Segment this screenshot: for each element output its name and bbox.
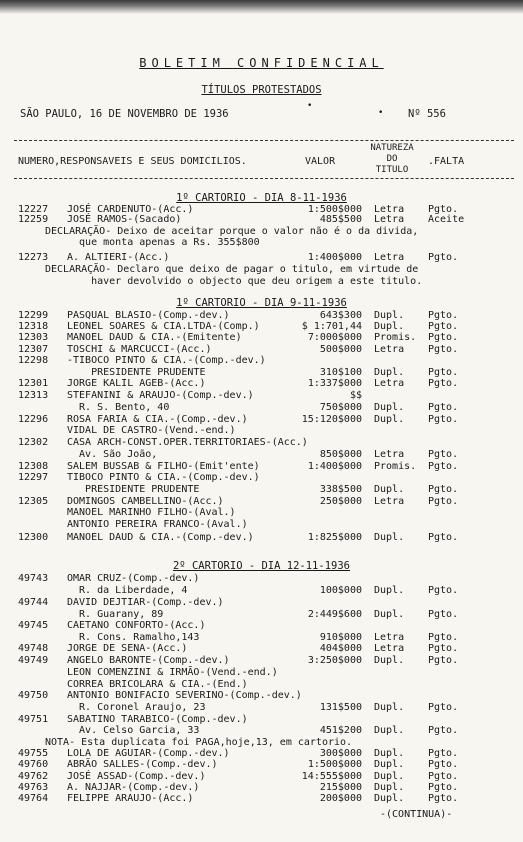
natureza-cell: Dupl. xyxy=(374,725,405,736)
section-title: 1º CARTORIO - DIA 8-11-1936 xyxy=(176,192,347,204)
table-row xyxy=(0,355,523,367)
falta-cell: Pgto. xyxy=(428,310,459,321)
natureza-cell: Dupl. xyxy=(374,609,405,620)
table-row xyxy=(0,620,523,632)
table-row xyxy=(0,597,523,609)
responsible-name: A. ALTIERI-(Acc.) xyxy=(67,252,170,263)
falta-cell: Pgto. xyxy=(428,585,459,596)
responsible-name: ABRÃO SALLES-(Comp.-dev.) xyxy=(67,759,218,770)
value-cell: 1:825$000 xyxy=(307,532,362,543)
responsible-name: CASA ARCH-CONST.OPER.TERRITORIAES-(Acc.) xyxy=(67,437,308,448)
falta-cell: Pgto. xyxy=(428,632,459,643)
table-row xyxy=(0,402,523,414)
responsible-name: PRESIDENTE PRUDENTE xyxy=(67,484,200,495)
value-cell: 643$300 xyxy=(319,310,362,321)
falta-cell: Pgto. xyxy=(428,702,459,713)
responsible-name: LEONEL SOARES & CIA.LTDA-(Comp.) xyxy=(67,321,260,332)
responsible-name: SABATINO TARABICO-(Comp.-dev.) xyxy=(67,714,248,725)
value-cell: 14:555$000 xyxy=(301,771,362,782)
continua-footer: -(CONTINUA)- xyxy=(380,809,453,820)
responsible-name: MANOEL MARINHO FILHO-(Aval.) xyxy=(67,507,236,518)
record-number: 49763 xyxy=(18,782,49,793)
record-number: 49743 xyxy=(18,573,49,584)
divider xyxy=(14,178,514,179)
responsible-name: OMAR CRUZ-(Comp.-dev.) xyxy=(67,573,200,584)
value-cell: 485$500 xyxy=(319,214,362,225)
record-number: 12307 xyxy=(18,344,49,355)
responsible-name: SALEM BUSSAB & FILHO-(Emit'ente) xyxy=(67,461,260,472)
record-number: 12227 xyxy=(18,204,49,215)
table-row xyxy=(0,643,523,655)
record-number: 12302 xyxy=(18,437,49,448)
value-cell: 310$100 xyxy=(319,367,362,378)
natureza-cell: Promis. xyxy=(374,461,417,472)
scan-edge xyxy=(0,0,523,14)
responsible-name: R. Coronel Araujo, 23 xyxy=(67,702,206,713)
table-row xyxy=(0,332,523,344)
responsible-name: CAETANO CONFORTO-(Acc.) xyxy=(67,620,206,631)
table-row xyxy=(0,702,523,714)
natureza-cell: Letra xyxy=(374,344,405,355)
value-cell: 250$000 xyxy=(319,496,362,507)
falta-cell: Pgto. xyxy=(428,484,459,495)
responsible-name: JORGE KALIL AGEB-(Acc.) xyxy=(67,378,206,389)
table-row xyxy=(0,276,523,288)
responsible-name: CORREA BRICOLARA & CIA.-(End.) xyxy=(67,679,248,690)
responsible-name: MANOEL DAUD & CIA.-(Emitente) xyxy=(67,332,242,343)
record-number: 49751 xyxy=(18,714,49,725)
falta-cell: Pgto. xyxy=(428,759,459,770)
section-title: 1º CARTORIO - DIA 9-11-1936 xyxy=(176,297,347,309)
value-cell: 100$000 xyxy=(319,585,362,596)
value-cell: 451$200 xyxy=(319,725,362,736)
value-cell: $$ xyxy=(349,390,362,401)
natureza-cell: Dupl. xyxy=(374,782,405,793)
record-number: 49764 xyxy=(18,793,49,804)
responsible-name: VIDAL DE CASTRO-(Vend.-end.) xyxy=(67,425,236,436)
responsible-name: PRESIDENTE PRUDENTE xyxy=(67,367,206,378)
value-cell: 215$000 xyxy=(319,782,362,793)
value-cell: 1:400$000 xyxy=(307,461,362,472)
falta-cell: Pgto. xyxy=(428,402,459,413)
responsible-name: DAVID DEJTIAR-(Comp.-dev.) xyxy=(67,597,224,608)
natureza-cell: Letra xyxy=(374,214,405,225)
responsible-name: FELIPPE ARAUJO-(Acc.) xyxy=(67,793,194,804)
falta-cell: Pgto. xyxy=(428,332,459,343)
value-cell: 300$000 xyxy=(319,748,362,759)
responsible-name: ANGELO BARONTE-(Comp.-dev.) xyxy=(67,655,230,666)
record-number: 12259 xyxy=(18,214,49,225)
falta-cell: Pgto. xyxy=(428,609,459,620)
natureza-cell: Dupl. xyxy=(374,402,405,413)
value-cell: 1:400$000 xyxy=(307,252,362,263)
section-heading xyxy=(0,297,523,309)
record-number: 49750 xyxy=(18,690,49,701)
responsible-name: ANTONIO PEREIRA FRANCO-(Aval.) xyxy=(67,519,248,530)
natureza-cell: Letra xyxy=(374,252,405,263)
natureza-text: NATUREZA DO TITULO xyxy=(370,143,414,175)
record-number: 49748 xyxy=(18,643,49,654)
natureza-cell: Dupl. xyxy=(374,793,405,804)
value-cell: 15:120$000 xyxy=(301,414,362,425)
natureza-cell: Dupl. xyxy=(374,655,405,666)
natureza-cell: Dupl. xyxy=(374,771,405,782)
value-cell: 338$500 xyxy=(319,484,362,495)
divider xyxy=(14,140,514,141)
falta-cell: Pgto. xyxy=(428,367,459,378)
natureza-cell: Dupl. xyxy=(374,585,405,596)
falta-cell: Pgto. xyxy=(428,748,459,759)
table-row xyxy=(0,484,523,496)
natureza-cell: Letra xyxy=(374,643,405,654)
table-row xyxy=(0,519,523,531)
value-cell: 1:337$000 xyxy=(307,378,362,389)
table-row xyxy=(0,264,523,276)
record-number: 12301 xyxy=(18,378,49,389)
document-subtitle: TÍTULOS PROTESTADOS xyxy=(201,84,322,96)
table-row xyxy=(0,573,523,585)
responsible-name: LOLA DE AGUIAR-(Comp.-dev.) xyxy=(67,748,230,759)
section-heading xyxy=(0,560,523,572)
responsible-name: Av. Celso Garcia, 33 xyxy=(67,725,200,736)
table-row xyxy=(0,378,523,390)
table-row xyxy=(0,449,523,461)
record-number: 12313 xyxy=(18,390,49,401)
responsible-name: STEFANINI & ARAUJO-(Comp.-dev.) xyxy=(67,390,254,401)
natureza-cell: Dupl. xyxy=(374,367,405,378)
natureza-cell: Letra xyxy=(374,204,405,215)
mark-dot: • xyxy=(378,108,384,118)
record-number: 49749 xyxy=(18,655,49,666)
responsible-name: R. Guarany, 89 xyxy=(67,609,164,620)
falta-cell: Pgto. xyxy=(428,461,459,472)
falta-cell: Pgto. xyxy=(428,643,459,654)
natureza-cell: Dupl. xyxy=(374,321,405,332)
falta-cell: Pgto. xyxy=(428,204,459,215)
value-cell: 131$500 xyxy=(319,702,362,713)
record-number: 49760 xyxy=(18,759,49,770)
natureza-cell: Promis. xyxy=(374,332,417,343)
falta-cell: Pgto. xyxy=(428,771,459,782)
falta-cell: Pgto. xyxy=(428,496,459,507)
record-number: 49755 xyxy=(18,748,49,759)
responsible-name: DECLARAÇÃO- Deixo de aceitar porque o valor não é o da divida, xyxy=(45,226,419,237)
natureza-cell: Letra xyxy=(374,496,405,507)
column-header-natureza xyxy=(362,143,422,176)
natureza-cell: Dupl. xyxy=(374,748,405,759)
falta-cell: Pgto. xyxy=(428,655,459,666)
natureza-cell: Dupl. xyxy=(374,759,405,770)
responsible-name: ANTONIO BONIFACIO SEVERINO-(Comp.-dev.) xyxy=(67,690,302,701)
section-title: 2º CARTORIO - DIA 12-11-1936 xyxy=(172,560,350,572)
record-number: 49745 xyxy=(18,620,49,631)
responsible-name: R. Cons. Ramalho,143 xyxy=(67,632,200,643)
responsible-name: DOMINGOS CAMBELLINO-(Acc.) xyxy=(67,496,224,507)
value-cell: 1:500$000 xyxy=(307,204,362,215)
record-number: 12296 xyxy=(18,414,49,425)
responsible-name: NOTA- Esta duplicata foi PAGA,hoje,13, em cartorio. xyxy=(45,737,353,748)
responsible-name: ROSA FARIA & CIA.-(Comp.-dev.) xyxy=(67,414,248,425)
responsible-name: LEON COMENZINI & IRMÃO-(Vend.-end.) xyxy=(67,667,278,678)
mark-dot: • xyxy=(307,101,313,111)
table-row xyxy=(0,507,523,519)
value-cell: $ 1:701,44 xyxy=(301,321,362,332)
value-cell: 1:500$000 xyxy=(307,759,362,770)
table-row xyxy=(0,793,523,805)
column-header-names: NUMERO,RESPONSAVEIS E SEUS DOMICILIOS. xyxy=(18,156,247,167)
record-number: 12303 xyxy=(18,332,49,343)
natureza-cell: Dupl. xyxy=(374,414,405,425)
document-title: BOLETIM CONFIDENCIAL xyxy=(139,56,384,70)
falta-cell: Pgto. xyxy=(428,793,459,804)
responsible-name: MANOEL DAUD & CIA.-(Comp.-dev.) xyxy=(67,532,254,543)
table-row xyxy=(0,472,523,484)
record-number: 12298 xyxy=(18,355,49,366)
falta-cell: Pgto. xyxy=(428,252,459,263)
natureza-cell: Letra xyxy=(374,449,405,460)
value-cell: 850$000 xyxy=(319,449,362,460)
record-number: 49744 xyxy=(18,597,49,608)
responsible-name: A. NAJJAR-(Comp.-dev.) xyxy=(67,782,200,793)
table-row xyxy=(0,390,523,402)
table-row xyxy=(0,690,523,702)
responsible-name: -TIBOCO PINTO & CIA.-(Comp.-dev.) xyxy=(67,355,266,366)
bulletin-number: Nº 556 xyxy=(408,108,446,120)
table-row xyxy=(0,437,523,449)
record-number: 12273 xyxy=(18,252,49,263)
column-header-falta: .FALTA xyxy=(428,156,465,167)
falta-cell: Pgto. xyxy=(428,449,459,460)
falta-cell: Pgto. xyxy=(428,414,459,425)
falta-cell: Aceite xyxy=(428,214,465,225)
responsible-name: R. da Liberdade, 4 xyxy=(67,585,188,596)
place-date: SÃO PAULO, 16 DE NOVEMBRO DE 1936 xyxy=(20,108,229,120)
table-row xyxy=(0,214,523,226)
responsible-name: JORGE DE SENA-(Acc.) xyxy=(67,643,188,654)
record-number: 12318 xyxy=(18,321,49,332)
record-number: 12308 xyxy=(18,461,49,472)
falta-cell: Pgto. xyxy=(428,344,459,355)
table-row xyxy=(0,237,523,249)
value-cell: 200$000 xyxy=(319,793,362,804)
falta-cell: Pgto. xyxy=(428,532,459,543)
table-row xyxy=(0,667,523,679)
responsible-name: JOSÉ RAMOS-(Sacado) xyxy=(67,214,182,225)
table-row xyxy=(0,759,523,771)
table-row xyxy=(0,655,523,667)
table-row xyxy=(0,425,523,437)
responsible-name: PASQUAL BLASIO-(Comp.-dev.) xyxy=(67,310,230,321)
table-row xyxy=(0,585,523,597)
value-cell: 404$000 xyxy=(319,643,362,654)
value-cell: 2:449$600 xyxy=(307,609,362,620)
falta-cell: Pgto. xyxy=(428,378,459,389)
value-cell: 910$000 xyxy=(319,632,362,643)
responsible-name: JOSÉ ASSAD-(Comp.-dev.) xyxy=(67,771,206,782)
natureza-cell: Dupl. xyxy=(374,310,405,321)
record-number: 49762 xyxy=(18,771,49,782)
value-cell: 3:250$000 xyxy=(307,655,362,666)
record-number: 12305 xyxy=(18,496,49,507)
responsible-name: JOSÉ CARDENUTO-(Acc.) xyxy=(67,204,194,215)
falta-cell: Pgto. xyxy=(428,725,459,736)
responsible-name: DECLARAÇÃO- Declaro que deixo de pagar o titulo, em virtude de xyxy=(45,264,419,275)
record-number: 12297 xyxy=(18,472,49,483)
table-row xyxy=(0,532,523,544)
table-row xyxy=(0,252,523,264)
natureza-cell: Letra xyxy=(374,632,405,643)
responsible-name: haver devolvido o objecto que deu origem a este titulo. xyxy=(67,276,423,287)
responsible-name: Av. São João, xyxy=(67,449,158,460)
natureza-cell: Dupl. xyxy=(374,702,405,713)
falta-cell: Pgto. xyxy=(428,782,459,793)
falta-cell: Pgto. xyxy=(428,321,459,332)
natureza-cell: Dupl. xyxy=(374,484,405,495)
responsible-name: R. S. Bento, 40 xyxy=(67,402,170,413)
table-row xyxy=(0,725,523,737)
value-cell: 500$000 xyxy=(319,344,362,355)
natureza-cell: Letra xyxy=(374,378,405,389)
value-cell: 7:000$000 xyxy=(307,332,362,343)
natureza-cell: Dupl. xyxy=(374,532,405,543)
value-cell: 750$000 xyxy=(319,402,362,413)
column-header-valor: VALOR xyxy=(305,156,336,167)
responsible-name: TIBOCO PINTO & CIA.-(Comp.-dev.) xyxy=(67,472,260,483)
responsible-name: TOSCHI & MARCUCCI-(Acc.) xyxy=(67,344,212,355)
section-heading xyxy=(0,192,523,204)
responsible-name: que monta apenas a Rs. 355$800 xyxy=(67,237,260,248)
record-number: 12300 xyxy=(18,532,49,543)
record-number: 12299 xyxy=(18,310,49,321)
